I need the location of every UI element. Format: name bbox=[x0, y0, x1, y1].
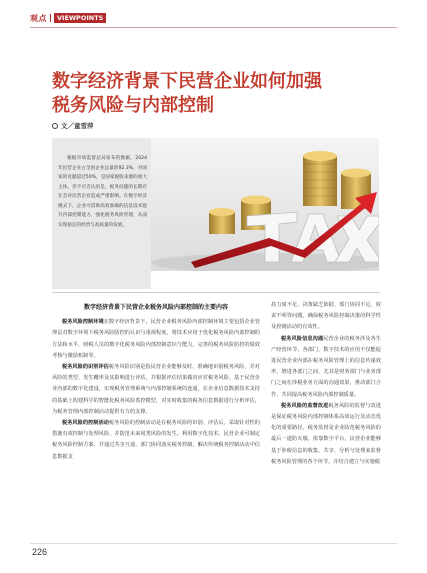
paragraph-text: 税务风险识别是指民营企业能够及时、准确地识别税务风险，并对风险的类型、发生概率及其影响进行评估，并根据评估结果做出应对税务风险。基于民营企业内部的数字化建设，实现税务管理系统与内部控制系统的连通，在企业信息数据技术支持的基础上构建科学的智能化税务风险监控模型，对实时收集的税务信息数据进行分析评估，为税务管理内部控制活动提供有力的支撑。 bbox=[52, 364, 260, 415]
body-paragraph bbox=[52, 317, 260, 362]
abstract-text: 根据市场监督总局发布的数据，2024年民营企业占全国企业总量的92.3%，对国家的贡献超过50%，是国家税收来源的重大主体。但不可否认的是，税务问题的长期存在会对民营企业造成严重影响。在数字经济模式下，企业可借助高效准确的信息技术提升内部控制能力，强化税务风险管理，从而实现稳定的经营与高质量的发展。 bbox=[58, 156, 147, 228]
author-byline bbox=[52, 121, 94, 130]
byline-circle-icon bbox=[52, 123, 58, 129]
body-paragraph bbox=[271, 334, 381, 401]
body-paragraph bbox=[52, 362, 260, 418]
section-divider bbox=[50, 14, 51, 22]
section-heading: 数字经济背景下民营企业税务风险内部控制的主要内容 bbox=[83, 304, 228, 311]
body-column-right bbox=[271, 300, 381, 468]
article-title-line-1: 数字经济背景下民营企业如何加强 bbox=[52, 71, 322, 92]
content-divider bbox=[52, 292, 380, 293]
article-title-line-2: 税务风险与内部控制 bbox=[52, 95, 214, 116]
body-paragraph bbox=[52, 418, 260, 463]
page-number: 226 bbox=[32, 547, 48, 557]
section-header bbox=[30, 12, 106, 24]
paragraph-text: 在数字经济背景下，民营企业税务风险内部控制环境主要包括企业管理层对数字环境下税务风险防控的认识与重视程度，将技术应用于优化税务风险内部控制的方法和水平，财税人员的数字化税务风险内部控制意识与能力，完善的税务风险防控的绩效考核与激励机制等。 bbox=[52, 319, 260, 359]
body-column-left bbox=[52, 300, 260, 463]
paragraph-text: 税务风险的监督与改进是保证税务风险内部控制体系高效运行及动态优化的重要路径，税务监督是企业防范税务风险的最后一道防火墙。依靠数字平台，民营企业能够基于涉税信息的收集、共享、分析与处理来监督税务风险管理的各个环节，并结合建立与实施税 bbox=[271, 402, 381, 465]
paragraph-lead: 税务风险的监督改进 bbox=[281, 402, 329, 409]
section-label-cn: 观点 bbox=[30, 13, 47, 23]
paragraph-lead: 税务风险信息沟通 bbox=[281, 335, 324, 342]
paragraph-text: 税务风险的控制活动是在税务风险的识别、评估后，采取针对性的措施有效控制与处理风险，并防范未来同类风险的发生。利用数字化技术，民营企业可制定税务风险控制方案，并通过共享互通、部门协同落实税务控制，解决传统税务控制活动中信息数据支 bbox=[52, 420, 260, 460]
paragraph-lead: 税务风险的控制活动 bbox=[62, 420, 109, 427]
section-label-en: VIEWPOINTS bbox=[54, 13, 106, 23]
paragraph-lead: 税务风险控制环境 bbox=[62, 319, 104, 326]
continued-paragraph: 持力度不足、决策缺乏依据、部门协同不足、权责不明等问题，确保税务风险控制决策的科学性及控制活动的有效性。 bbox=[271, 302, 381, 331]
paragraph-lead: 税务风险的识别评估 bbox=[62, 364, 109, 371]
article-title bbox=[52, 70, 392, 118]
footer-rule bbox=[30, 543, 397, 544]
header-rule bbox=[30, 27, 397, 28]
paragraph-text: 民营企业的税务涉及各生产经营环节、各部门，数字技术的应用不仅能促进民营企业内部在税务风险管理上的信息传递效率，增进各部门之间、尤其是财务部门与业务部门之间在涉税业务方面的沟通效果，推动部门合作，共同提高税务风险内部控制质量。 bbox=[271, 335, 381, 398]
tax-growth-illustration bbox=[151, 138, 379, 271]
author-name: 文／童雪萍 bbox=[61, 122, 94, 130]
body-paragraph bbox=[271, 401, 381, 468]
illustration-svg bbox=[151, 138, 379, 271]
